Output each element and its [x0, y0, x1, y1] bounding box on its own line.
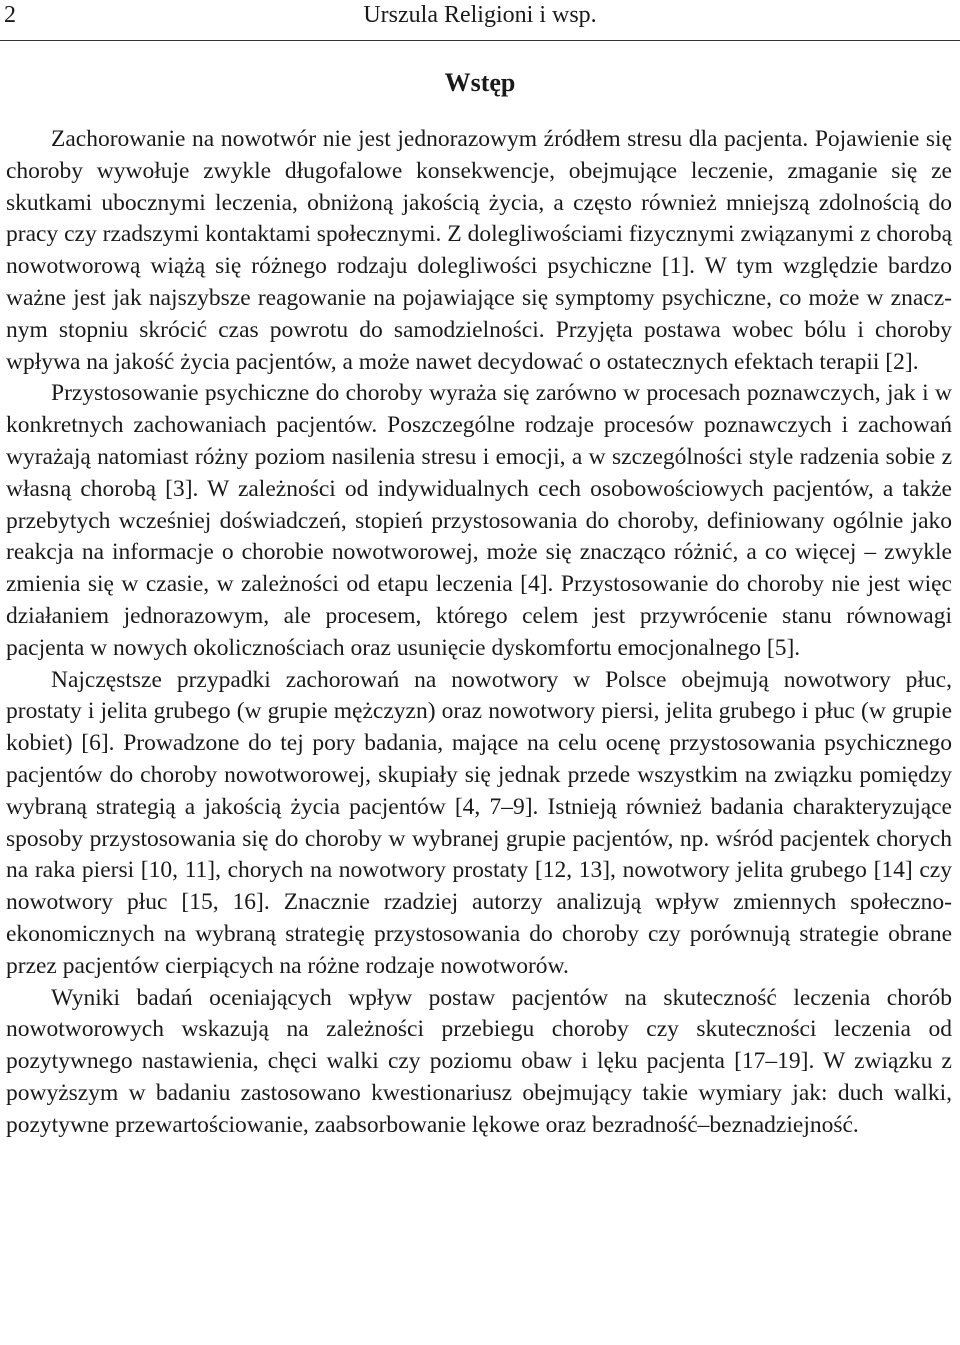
paragraph: Najczęstsze przypadki zachorowań na nowotwory w Polsce obejmują nowotwory płuc, prostaty i jelita grubego (w grupie mężczyzn) oraz nowotwory piersi, jelita grubego i płuc (w grupie kobiet) [6]. Prowadzone do tej pory badania, mające na celu ocenę przystosowania psychicznego pacjentów do choroby nowotworowej, skupiały się jednak przede wszystkim na związku pomiędzy wybraną strategią a jakością życia pacjentów [4, 7–9]. Istnieją również badania charakteryzujące sposoby przystosowania się do choroby w wybranej grupie pacjentów, np. wśród pacjentek chorych na raka piersi [10, 11], chorych na nowotwory prostaty [12, 13], nowotwory jelita grubego [14] czy nowotwory płuc [15, 16]. Znacznie rzadziej autorzy analizują wpływ zmiennych społeczno-ekonomicznych na wybraną strategię przystosowania do choroby czy porównują strategie obrane przez pacjentów cierpiących na różne rodzaje nowotworów. [6, 666, 952, 979]
page-number: 2 [4, 2, 16, 28]
section-title: Wstęp [444, 68, 516, 97]
body-text [6, 124, 952, 1142]
running-title: Urszula Religioni i wsp. [363, 2, 597, 28]
paragraph: Przystosowanie psychiczne do choroby wyraża się zarówno w procesach poznawczych, jak i w konkretnych zachowaniach pacjentów. Poszczególne rodzaje procesów poznawczych i zachowań wyrażają natomiast różny poziom nasilenia stresu i emocji, a w szczególności style radzenia sobie z własną chorobą [3]. W zależności od indywidualnych cech osobowościowych pacjentów, a także przebytych wcześniej doświadczeń, stopień przystosowania do choroby, definiowany ogólnie jako reakcja na informacje o chorobie nowotworowej, może się znacząco różnić, a co więcej – zwykle zmienia się w czasie, w zależności od etapu leczenia [4]. Przystosowanie do choroby nie jest więc działaniem jednorazowym, ale procesem, którego celem jest przywrócenie stanu równowagi pacjenta w nowych okolicznościach oraz usunięcie dyskomfortu emocjonalnego [5]. [6, 380, 952, 661]
paragraph: Zachorowanie na nowotwór nie jest jednorazowym źródłem stresu dla pacjenta. Pojawienie się choroby wywołuje zwykle długofalowe konsekwencje, obejmujące leczenie, zmaganie się ze skutkami ubocznymi leczenia, obniżoną jakością życia, a często również mniejszą zdolnością do pracy czy rzadszymi kontaktami społecznymi. Z dolegliwościami fizycznymi związanymi z chorobą nowotworową wiążą się różnego rodzaju dolegliwości psychiczne [1]. W tym względzie bardzo ważne jest jak najszybsze reagowanie na pojawiające się symptomy psychiczne, co może w znacznym stopniu skrócić czas powrotu do samodzielności. Przyjęta postawa wobec bólu i choroby wpływa na jakość życia pacjentów, a może nawet decydować o ostatecznych efektach terapii [2]. [6, 126, 952, 375]
paragraph: Wyniki badań oceniających wpływ postaw pacjentów na skuteczność leczenia chorób nowotworowych wskazują na zależności przebiegu choroby czy skuteczności leczenia od pozytywnego nastawienia, chęci walki czy poziomu obaw i lęku pacjenta [17–19]. W związku z powyższym w badaniu zastosowano kwestionariusz obejmujący takie wymiary jak: duch walki, pozytywne przewartościowanie, zaabsorbowanie lękowe oraz bezradność–beznadziejność. [6, 984, 952, 1138]
running-header [0, 0, 960, 41]
